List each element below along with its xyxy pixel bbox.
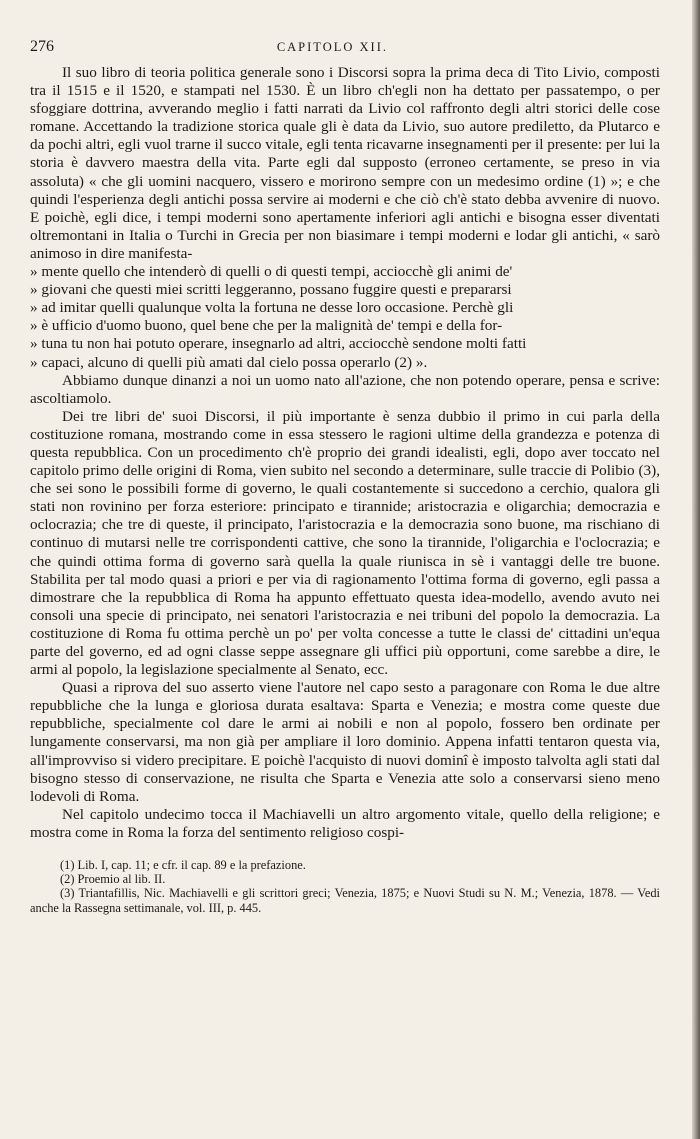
footnote-3: (3) Triantafillis, Nic. Machiavelli e gli scrittori greci; Venezia, 1875; e Nuovi Studi su N. M.; Venezia, 1878. — Vedi anche la Rassegna settimanale, vol. III, p. 445.	[30, 886, 660, 915]
quotation-line: » giovani che questi miei scritti leggeranno, possano fuggire questi e prepararsi	[30, 281, 512, 299]
page-number: 276	[30, 38, 54, 55]
footnote-2: (2) Proemio al lib. II.	[60, 872, 166, 887]
footnote-1: (1) Lib. I, cap. 11; e cfr. il cap. 89 e la prefazione.	[60, 858, 306, 873]
paragraph-4: Quasi a riprova del suo asserto viene l'autore nel capo sesto a paragonare con Roma le due altre repubbliche che la lunga e gloriosa durata esaltava: Sparta e Venezia; e mostra come queste due repubbliche, specialmente col dare le armi ai nobili e non al popolo, fossero ben ordinate per lungamente conservarsi, ma non già per ampliare il loro dominio. Appena infatti tentaron questa via, all'improvviso si videro precipitare. E poichè l'acquisto di nuovi dominî è imposto talvolta agli stati dal bisogno stesso di conservazione, ne risulta che Sparta e Venezia atte solo a conservarsi sieno meno lodevoli di Roma.	[30, 679, 660, 805]
quotation-line: » capaci, alcuno di quelli più amati dal cielo possa operarlo (2) ».	[30, 353, 428, 371]
paragraph-1: Il suo libro di teoria politica generale sono i Discorsi sopra la prima deca di Tito Livio, composti tra il 1515 e il 1520, e stampati nel 1530. È un libro ch'egli non ha dettato per passatempo, o per sfoggiare dottrina, avverando meglio i fatti narrati da Livio col raffronto degli altri storici delle cose romane. Accettando la tradizione storica quale gli è data da Livio, suo autore prediletto, da Plutarco e da pochi altri, egli vuol trarne il succo vitale, egli tenta ricavarne insegnamenti per il presente: per lui la storia è davvero maestra della vita. Parte egli dal supposto (erroneo certamente, se preso in via assoluta) « che gli uomini nacquero, vissero e morirono sempre con un medesimo ordine (1) »; e che quindi l'esperienza degli antichi possa servire ai moderni e che ciò ch'è stato debba avvenire di nuovo. E poichè, egli dice, i tempi moderni sono apertamente inferiori agli antichi e bisogna esser diventati oltremontani in Italia o Turchi in Grecia per non biasimare i tempi moderni e lodar gli antichi, « sarò animoso in dire manifesta-	[30, 64, 660, 262]
page-edge	[692, 0, 700, 1139]
footnotes	[30, 858, 660, 915]
body-text	[30, 64, 660, 842]
paragraph-2: Abbiamo dunque dinanzi a noi un uomo nato all'azione, che non potendo operare, pensa e scrive: ascoltiamolo.	[30, 371, 660, 407]
running-header	[30, 38, 660, 56]
quotation-line: » è ufficio d'uomo buono, quel bene che per la malignità de' tempi e della for-	[30, 317, 503, 335]
paragraph-5: Nel capitolo undecimo tocca il Machiavelli un altro argomento vitale, quello della religione; e mostra come in Roma la forza del sentimento religioso cospi-	[30, 805, 660, 841]
quotation-line: » tuna tu non hai potuto operare, insegnarlo ad altri, acciocchè sendone molti fatti	[30, 335, 527, 353]
quotation-line: » ad imitar quelli qualunque volta la fortuna ne desse loro occasione. Perchè gli	[30, 299, 514, 317]
running-title: CAPITOLO XII.	[276, 40, 388, 54]
quotation-line: » mente quello che intenderò di quelli o di questi tempi, acciocchè gli animi de'	[30, 263, 513, 281]
paragraph-3: Dei tre libri de' suoi Discorsi, il più importante è senza dubbio il primo in cui parla della costituzione romana, mostrando come in essa stessero le ragioni ultime della grandezza e potenza di questa repubblica. Con un procedimento ch'è proprio dei grandi idealisti, egli, dopo aver toccato nel capitolo primo delle origini di Roma, vien subito nel secondo a determinare, sulle traccie di Polibio (3), che sei sono le possibili forme di governo, le quali costantemente si succedono a cerchio, qualora gli stati non rovinino per forza esteriore: principato e tirannide; aristocrazia e oligarchia; democrazia e oclocrazia; che tre di queste, il principato, l'aristocrazia e la democrazia sono buone, ma rischiano di continuo di mutarsi nelle tre corrispondenti cattive, che sono la tirannide, l'oligarchia e l'oclocrazia; e che quindi ottima forma di governo sarà quella la quale riunisca in sè i vantaggi delle tre buone. Stabilita per tal modo quasi a priori e per via di ragionamento l'ottima forma di governo, egli passa a dimostrare che la repubblica di Roma ha appunto effettuato questa idea-modello, avendo avuto nei consoli una specie di principato, nei senatori l'aristocrazia e nei tribuni del popolo la democrazia. La costituzione di Roma fu ottima perchè un po' per volta concesse a tutte le classi de' cittadini un'equa parte del governo, ed ad ogni classe seppe assegnare gli uffici più opportuni, come sarebbe a dire, le armi al popolo, la legislazione specialmente al Senato, ecc.	[30, 407, 660, 679]
